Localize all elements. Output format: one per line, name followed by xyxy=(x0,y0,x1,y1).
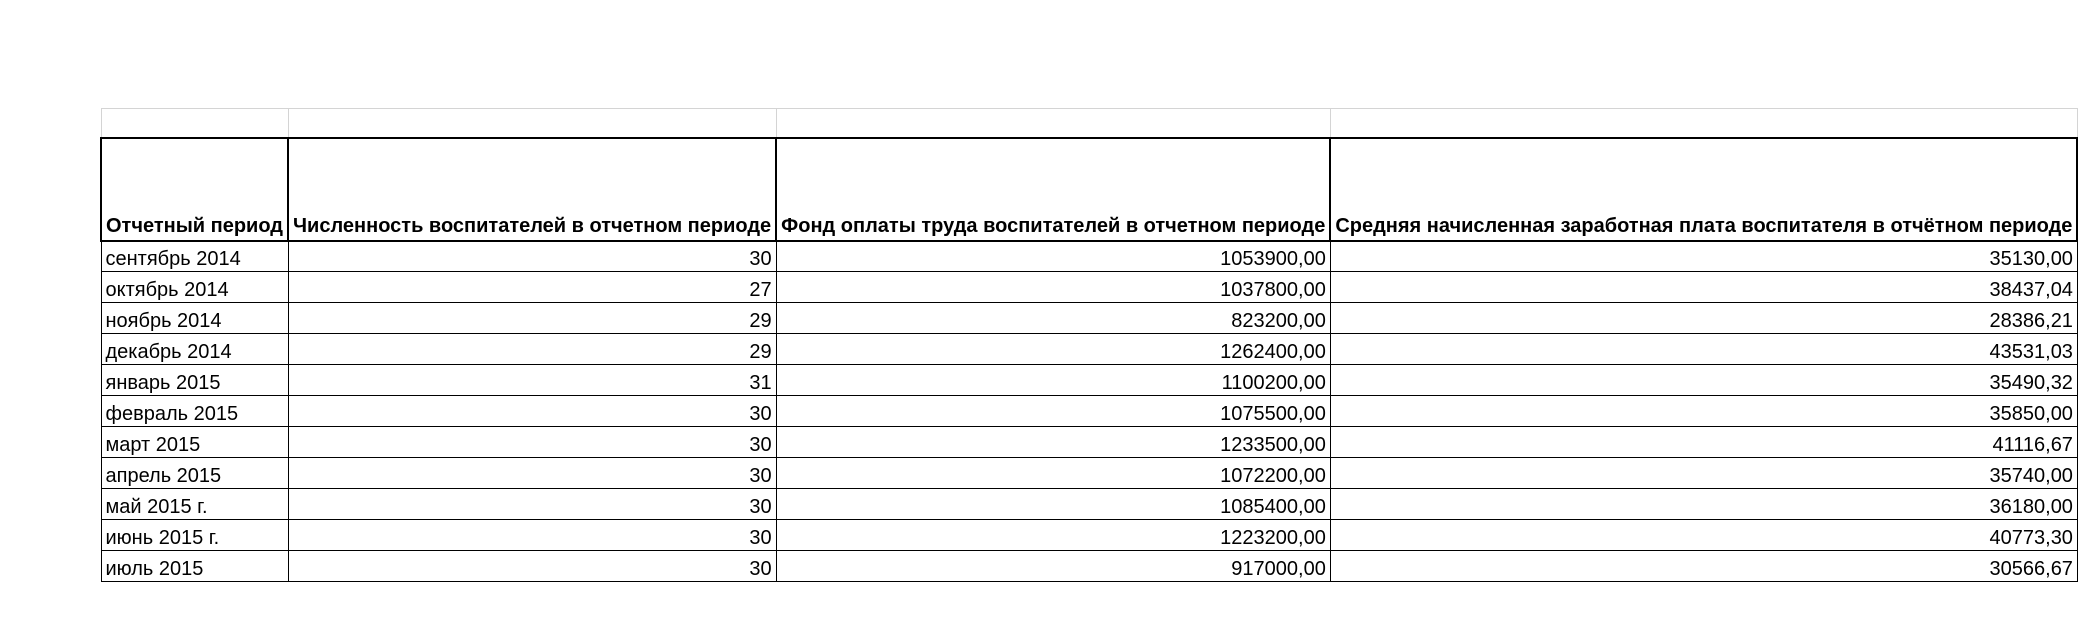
empty-cell[interactable] xyxy=(1330,109,2077,138)
cell-period[interactable]: июнь 2015 г. xyxy=(101,520,288,551)
cell-average[interactable]: 40773,30 xyxy=(1330,520,2077,551)
cell-fund[interactable]: 1100200,00 xyxy=(776,365,1330,396)
empty-cell[interactable] xyxy=(288,109,776,138)
cell-count[interactable]: 30 xyxy=(288,551,776,582)
cell-count[interactable]: 30 xyxy=(288,427,776,458)
table-row xyxy=(101,520,2077,551)
cell-period[interactable]: июль 2015 xyxy=(101,551,288,582)
cell-fund[interactable]: 1085400,00 xyxy=(776,489,1330,520)
cell-count[interactable]: 30 xyxy=(288,396,776,427)
table-row xyxy=(101,334,2077,365)
cell-average[interactable]: 43531,03 xyxy=(1330,334,2077,365)
empty-grid-row xyxy=(101,109,2077,138)
table-row xyxy=(101,365,2077,396)
cell-fund[interactable]: 1075500,00 xyxy=(776,396,1330,427)
header-row xyxy=(101,138,2077,241)
cell-average[interactable]: 36180,00 xyxy=(1330,489,2077,520)
header-fund[interactable]: Фонд оплаты труда воспитателей в отчетном периоде xyxy=(776,138,1330,241)
header-average[interactable]: Средняя начисленная заработная плата воспитателя в отчётном периоде xyxy=(1330,138,2077,241)
header-period[interactable]: Отчетный период xyxy=(101,138,288,241)
empty-cell[interactable] xyxy=(776,109,1330,138)
cell-count[interactable]: 30 xyxy=(288,241,776,272)
cell-period[interactable]: сентябрь 2014 xyxy=(101,241,288,272)
cell-average[interactable]: 30566,67 xyxy=(1330,551,2077,582)
cell-average[interactable]: 35130,00 xyxy=(1330,241,2077,272)
cell-count[interactable]: 31 xyxy=(288,365,776,396)
table-row xyxy=(101,396,2077,427)
cell-count[interactable]: 29 xyxy=(288,334,776,365)
cell-fund[interactable]: 1053900,00 xyxy=(776,241,1330,272)
cell-average[interactable]: 41116,67 xyxy=(1330,427,2077,458)
table-row xyxy=(101,458,2077,489)
cell-count[interactable]: 30 xyxy=(288,489,776,520)
header-count[interactable]: Численность воспитателей в отчетном периоде xyxy=(288,138,776,241)
cell-fund[interactable]: 1223200,00 xyxy=(776,520,1330,551)
table-body xyxy=(101,109,2077,582)
cell-average[interactable]: 38437,04 xyxy=(1330,272,2077,303)
cell-fund[interactable]: 823200,00 xyxy=(776,303,1330,334)
cell-average[interactable]: 35850,00 xyxy=(1330,396,2077,427)
cell-fund[interactable]: 1262400,00 xyxy=(776,334,1330,365)
empty-cell[interactable] xyxy=(101,109,288,138)
cell-average[interactable]: 35740,00 xyxy=(1330,458,2077,489)
table-row xyxy=(101,241,2077,272)
cell-fund[interactable]: 1233500,00 xyxy=(776,427,1330,458)
cell-count[interactable]: 27 xyxy=(288,272,776,303)
cell-average[interactable]: 28386,21 xyxy=(1330,303,2077,334)
cell-period[interactable]: январь 2015 xyxy=(101,365,288,396)
cell-count[interactable]: 30 xyxy=(288,520,776,551)
cell-fund[interactable]: 917000,00 xyxy=(776,551,1330,582)
cell-fund[interactable]: 1037800,00 xyxy=(776,272,1330,303)
cell-fund[interactable]: 1072200,00 xyxy=(776,458,1330,489)
cell-period[interactable]: апрель 2015 xyxy=(101,458,288,489)
table-row xyxy=(101,272,2077,303)
cell-period[interactable]: март 2015 xyxy=(101,427,288,458)
cell-period[interactable]: октябрь 2014 xyxy=(101,272,288,303)
cell-period[interactable]: февраль 2015 xyxy=(101,396,288,427)
table-row xyxy=(101,427,2077,458)
cell-count[interactable]: 29 xyxy=(288,303,776,334)
cell-count[interactable]: 30 xyxy=(288,458,776,489)
cell-average[interactable]: 35490,32 xyxy=(1330,365,2077,396)
cell-period[interactable]: ноябрь 2014 xyxy=(101,303,288,334)
table-row xyxy=(101,551,2077,582)
table-row xyxy=(101,303,2077,334)
salary-table xyxy=(100,108,2078,582)
cell-period[interactable]: декабрь 2014 xyxy=(101,334,288,365)
cell-period[interactable]: май 2015 г. xyxy=(101,489,288,520)
table-row xyxy=(101,489,2077,520)
